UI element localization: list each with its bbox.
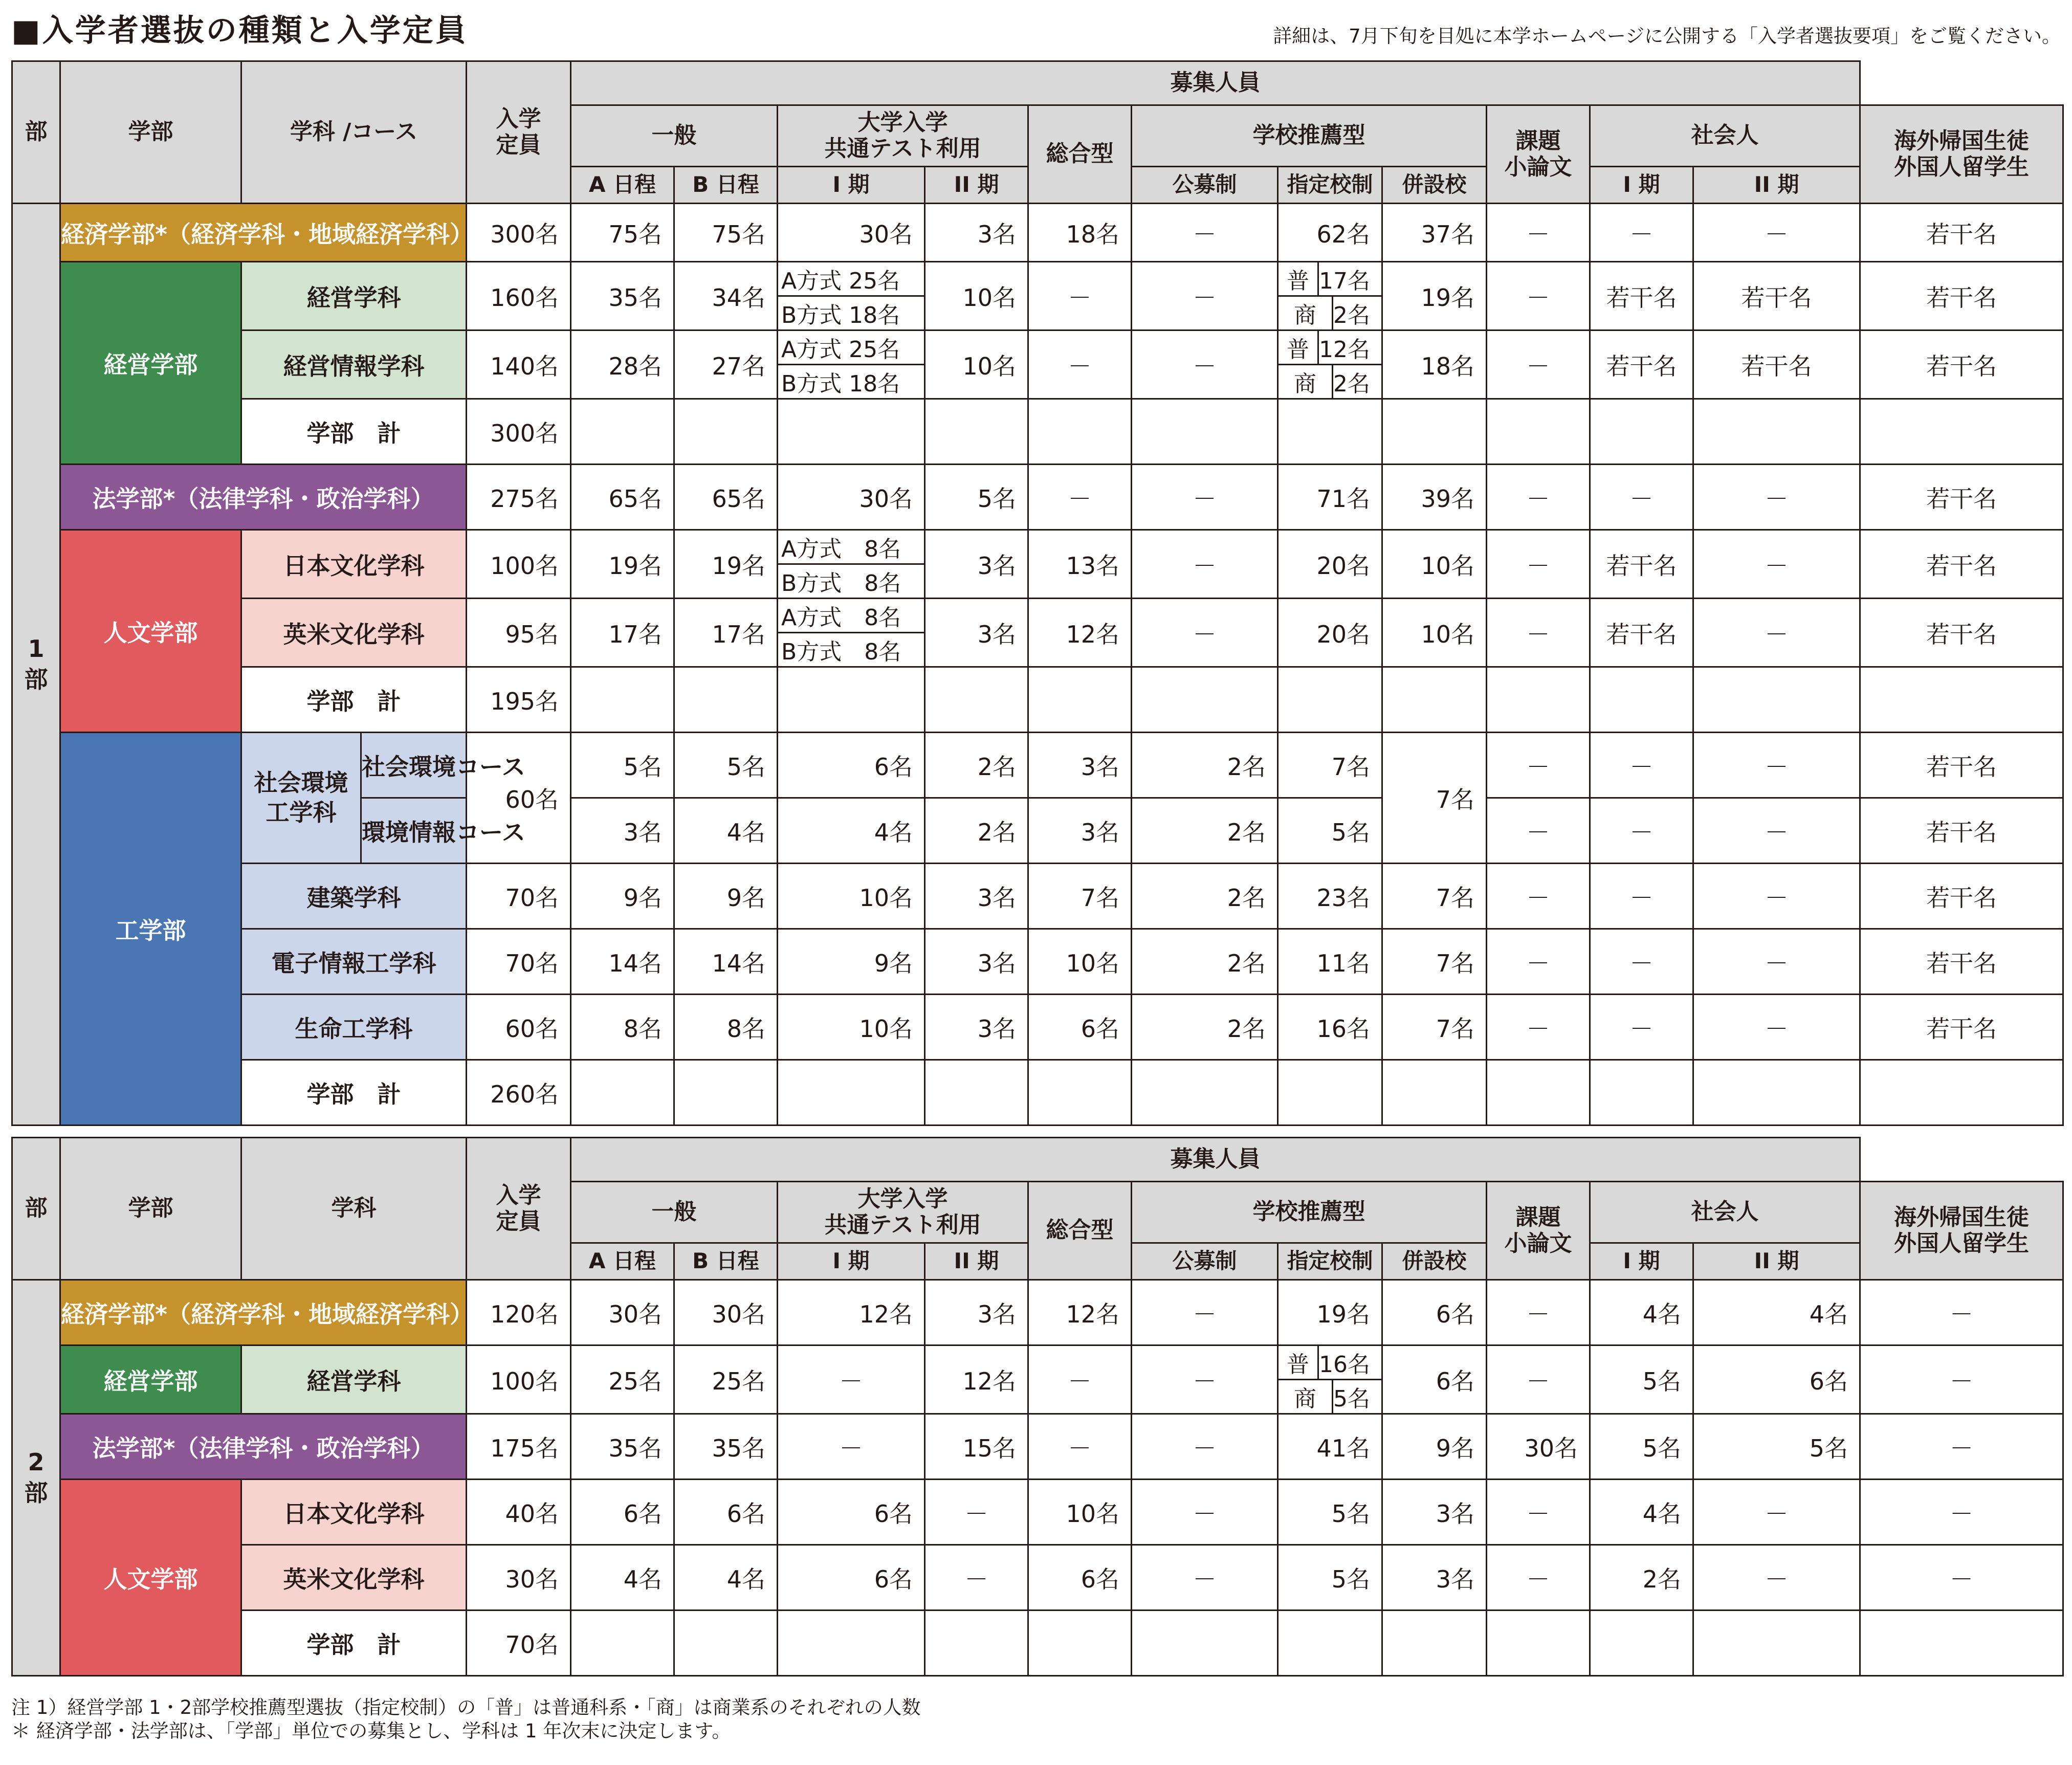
hdr-bu: 部 xyxy=(12,61,60,204)
hdr-teiin: 入学 定員 xyxy=(467,61,571,204)
table-row: 経営情報学科 140名 28名 27名 A方式 25名 B方式 18名 10名 － － 普 12名 商 2名 18名 － 若干名 若干名 若干名 xyxy=(12,330,2063,399)
hdr-shakai: 社会人 xyxy=(1590,105,1860,167)
table-row: 工学部 社会環境 工学科 社会環境コース 60名 5名 5名 6名 2名 3名 2名 7名 7名 － － － 若干名 xyxy=(12,733,2063,798)
part1-table xyxy=(11,60,2064,1126)
hdr-ippan: 一般 xyxy=(571,105,778,167)
hdr2-boshu: 募集人員 xyxy=(571,1138,1860,1182)
hdr-s2: II 期 xyxy=(1693,167,1860,204)
table-row: 学部 計 300名 xyxy=(12,399,2063,465)
hdr-kaigai: 海外帰国生徒 外国人留学生 xyxy=(1860,105,2063,204)
page-title: ■入学者選抜の種類と入学定員 xyxy=(11,13,468,49)
part2-table: 部 学部 学科 入学 定員 募集人員 一般 大学入学 共通テスト利用 総合型 学校推薦型 課題 小論文 社会人 海外帰国生徒 外国人留学生 A 日程 B 日程 I 期 II 期 公募制 指定校制 併設校 I 期 II 期 2 部 経済学部*（経済学科・地域経済学科） 120名 30名 30名 12名 3名 12名 － 19名 6名 － 4名 4名 － 経営学部 経営学科 100名 25名 25名 － 12名 － － 普 16名 商 5名 6名 － 5名 6名 － 法学部*（法律学科・政治学科） 175名 35名 35名 － 15名 － － 41名 9名 30名 5名 5名 － 人文学部 日本文化学科 40名 6名 6名 6名 － 10名 － 5名 3名 － 4名 － － 英米文化学科 30名 4名 4名 6名 － 6名 － 5名 3名 － 2名 － － 学部 計 70名 xyxy=(11,1137,2064,1676)
hdr-s1: I 期 xyxy=(1590,167,1693,204)
hdr-shitei: 指定校制 xyxy=(1278,167,1382,204)
table-row: 人文学部 日本文化学科 40名 6名 6名 6名 － 10名 － 5名 3名 － 4名 － － xyxy=(12,1480,2063,1545)
table-row: 学部 計 70名 xyxy=(12,1610,2063,1676)
hdr-heisetsu: 併設校 xyxy=(1382,167,1487,204)
hdr-gakka-course: 学科 /コース xyxy=(241,61,467,204)
hdr-k1: I 期 xyxy=(778,167,925,204)
table-row: 学部 計 260名 xyxy=(12,1060,2063,1126)
table-row: 建築学科 70名 9名 9名 10名 3名 7名 2名 23名 7名 － － － 若干名 xyxy=(12,864,2063,929)
hdr-boshu: 募集人員 xyxy=(571,61,1860,105)
footnote-1: 注 1）経営学部 1・2部学校推薦型選抜（指定校制）の「普」は普通科系・「商」は商業系のそれぞれの人数 xyxy=(11,1696,921,1718)
top-note: 詳細は、7月下旬を目処に本学ホームページに公開する「入学者選抜要項」をご覧ください。 xyxy=(1273,25,2061,47)
hdr-sogo: 総合型 xyxy=(1028,105,1132,204)
table-row: 経営学部 経営学科 100名 25名 25名 － 12名 － － 普 16名 商 5名 6名 － 5名 6名 － xyxy=(12,1345,2063,1414)
table-row: 学部 計 195名 xyxy=(12,667,2063,733)
table-row: 経営学部 経営学科 160名 35名 34名 A方式 25名 B方式 18名 10名 － － 普 17名 商 2名 19名 － 若干名 若干名 若干名 xyxy=(12,262,2063,330)
table-row: 法学部*（法律学科・政治学科） 175名 35名 35名 － 15名 － － 41名 9名 30名 5名 5名 － xyxy=(12,1414,2063,1480)
hdr2-bu: 部 xyxy=(12,1138,60,1280)
hdr-gakubu: 学部 xyxy=(60,61,241,204)
hdr2-gakka: 学科 xyxy=(241,1138,467,1280)
table-row: 英米文化学科 95名 17名 17名 A方式 8名 B方式 8名 3名 12名 － 20名 10名 － 若干名 － 若干名 xyxy=(12,599,2063,667)
hdr2-gakubu: 学部 xyxy=(60,1138,241,1280)
part2-label: 2 部 xyxy=(12,1280,60,1676)
footnote-2: ＊ 経済学部・法学部は、「学部」単位での募集とし、学科は 1 年次末に決定します。 xyxy=(11,1720,731,1742)
table-row: 1 部 経済学部*（経済学科・地域経済学科） 300名 75名 75名 30名 3名 18名 － 62名 37名 － － － 若干名 xyxy=(12,204,2063,262)
hdr-kadai: 課題 小論文 xyxy=(1487,105,1590,204)
hdr-k2: II 期 xyxy=(925,167,1028,204)
part-label: 1 部 xyxy=(12,204,60,1126)
hdr-b: B 日程 xyxy=(674,167,778,204)
table-row: 環境情報コース 3名 4名 4名 2名 3名 2名 5名 － － － 若干名 xyxy=(12,798,2063,864)
table-row: 生命工学科 60名 8名 8名 10名 3名 6名 2名 16名 7名 － － － 若干名 xyxy=(12,995,2063,1060)
table-row: 法学部*（法律学科・政治学科） 275名 65名 65名 30名 5名 － － 71名 39名 － － － 若干名 xyxy=(12,465,2063,530)
table-row: 2 部 経済学部*（経済学科・地域経済学科） 120名 30名 30名 12名 3名 12名 － 19名 6名 － 4名 4名 － xyxy=(12,1280,2063,1345)
footnotes xyxy=(11,1696,921,1744)
table-row: 電子情報工学科 70名 14名 14名 9名 3名 10名 2名 11名 7名 － － － 若干名 xyxy=(12,929,2063,995)
hdr-kobo: 公募制 xyxy=(1132,167,1278,204)
table-row: 人文学部 日本文化学科 100名 19名 19名 A方式 8名 B方式 8名 3名 13名 － 20名 10名 － 若干名 － 若干名 xyxy=(12,530,2063,599)
hdr-kyotsu: 大学入学 共通テスト利用 xyxy=(778,105,1028,167)
hdr-a: A 日程 xyxy=(571,167,674,204)
table-row: 英米文化学科 30名 4名 4名 6名 － 6名 － 5名 3名 － 2名 － － xyxy=(12,1545,2063,1610)
hdr-suisen: 学校推薦型 xyxy=(1132,105,1487,167)
hdr2-teiin: 入学 定員 xyxy=(467,1138,571,1280)
